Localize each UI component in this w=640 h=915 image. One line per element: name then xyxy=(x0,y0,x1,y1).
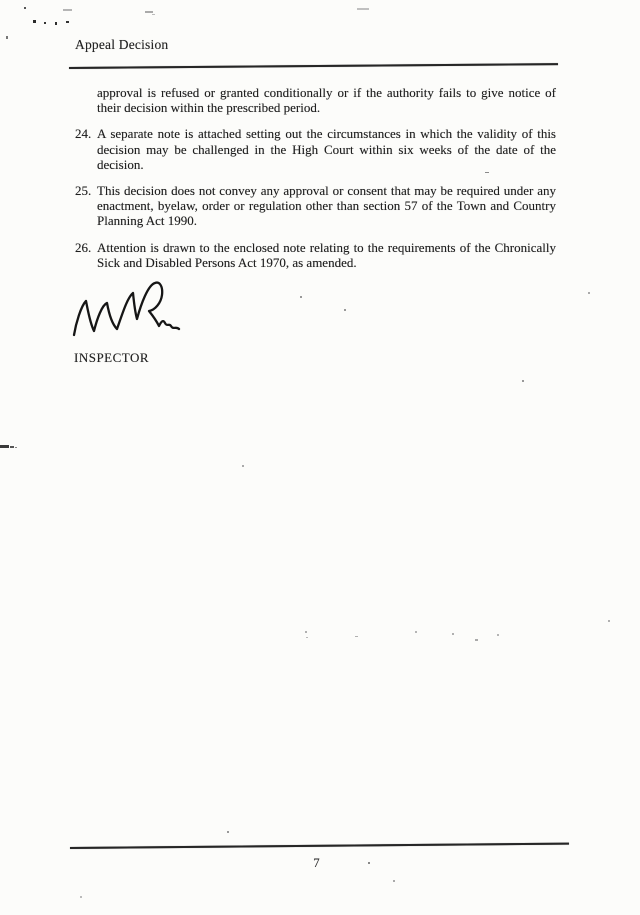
paragraph-text xyxy=(97,240,556,270)
scan-speck xyxy=(44,22,46,24)
scan-speck xyxy=(242,465,244,467)
paragraph-line: decision. xyxy=(97,156,144,172)
paragraph-line: decision may be challenged in the High Court within six weeks of the date of the xyxy=(97,141,556,157)
paragraph-number: 25. xyxy=(75,183,92,199)
document-body xyxy=(75,85,556,281)
paragraph xyxy=(75,183,556,229)
paragraph-line: Planning Act 1990. xyxy=(97,213,198,229)
inspector-label: INSPECTOR xyxy=(74,350,150,365)
scan-speck xyxy=(368,862,370,864)
paragraph-number: 26. xyxy=(75,239,92,255)
inspector-signature xyxy=(64,277,194,353)
paragraph xyxy=(75,126,556,172)
scan-speck xyxy=(485,172,489,173)
paragraph-text xyxy=(97,183,556,229)
scan-speck xyxy=(33,20,36,23)
scan-speck xyxy=(6,36,8,39)
scan-mark xyxy=(0,445,9,448)
footer-rule xyxy=(70,843,569,849)
scan-speck xyxy=(305,631,307,633)
scan-speck xyxy=(300,296,302,298)
paragraph-number: 24. xyxy=(75,126,92,142)
paragraph-line: A separate note is attached setting out the circumstances in which the validity of this xyxy=(97,126,556,142)
paragraph-text xyxy=(97,85,556,115)
paragraph-line: enactment, byelaw, order or regulation other than section 57 of the Town and Country xyxy=(97,198,556,214)
scan-speck xyxy=(306,637,308,638)
paragraph-line: their decision within the prescribed period. xyxy=(97,100,321,116)
paragraph-line: Sick and Disabled Persons Act 1970, as amended. xyxy=(97,254,357,270)
scan-speck xyxy=(80,896,82,898)
scan-speck xyxy=(145,11,153,13)
scan-speck xyxy=(393,880,395,882)
paragraph-line: This decision does not convey any approval or consent that may be required under any xyxy=(97,183,556,199)
scan-speck xyxy=(66,21,69,23)
page-number: 7 xyxy=(313,856,320,870)
scan-speck xyxy=(452,633,454,635)
scan-speck xyxy=(608,620,610,622)
paragraph-text xyxy=(97,126,556,172)
header-rule xyxy=(69,63,558,69)
scan-speck xyxy=(357,8,369,10)
paragraph xyxy=(75,85,556,115)
paragraph xyxy=(75,240,556,270)
paragraph-line: Attention is drawn to the enclosed note relating to the requirements of the Chronically xyxy=(97,239,556,255)
scan-speck xyxy=(63,9,72,11)
scan-mark xyxy=(10,446,14,448)
scan-speck xyxy=(522,380,524,382)
page-header-title: Appeal Decision xyxy=(75,37,169,52)
paragraph-line: approval is refused or granted conditionally or if the authority fails to give notice of xyxy=(97,85,556,100)
scan-speck xyxy=(55,22,57,25)
scan-speck xyxy=(588,292,590,294)
scan-speck xyxy=(415,631,417,633)
scan-speck xyxy=(497,634,499,636)
scan-mark xyxy=(15,447,17,448)
scan-speck xyxy=(227,831,229,833)
scan-speck xyxy=(344,309,346,311)
scan-speck xyxy=(152,14,155,15)
paragraph-number xyxy=(75,85,97,115)
scan-speck xyxy=(24,7,26,9)
scan-speck xyxy=(355,636,358,637)
scan-speck xyxy=(475,639,478,641)
